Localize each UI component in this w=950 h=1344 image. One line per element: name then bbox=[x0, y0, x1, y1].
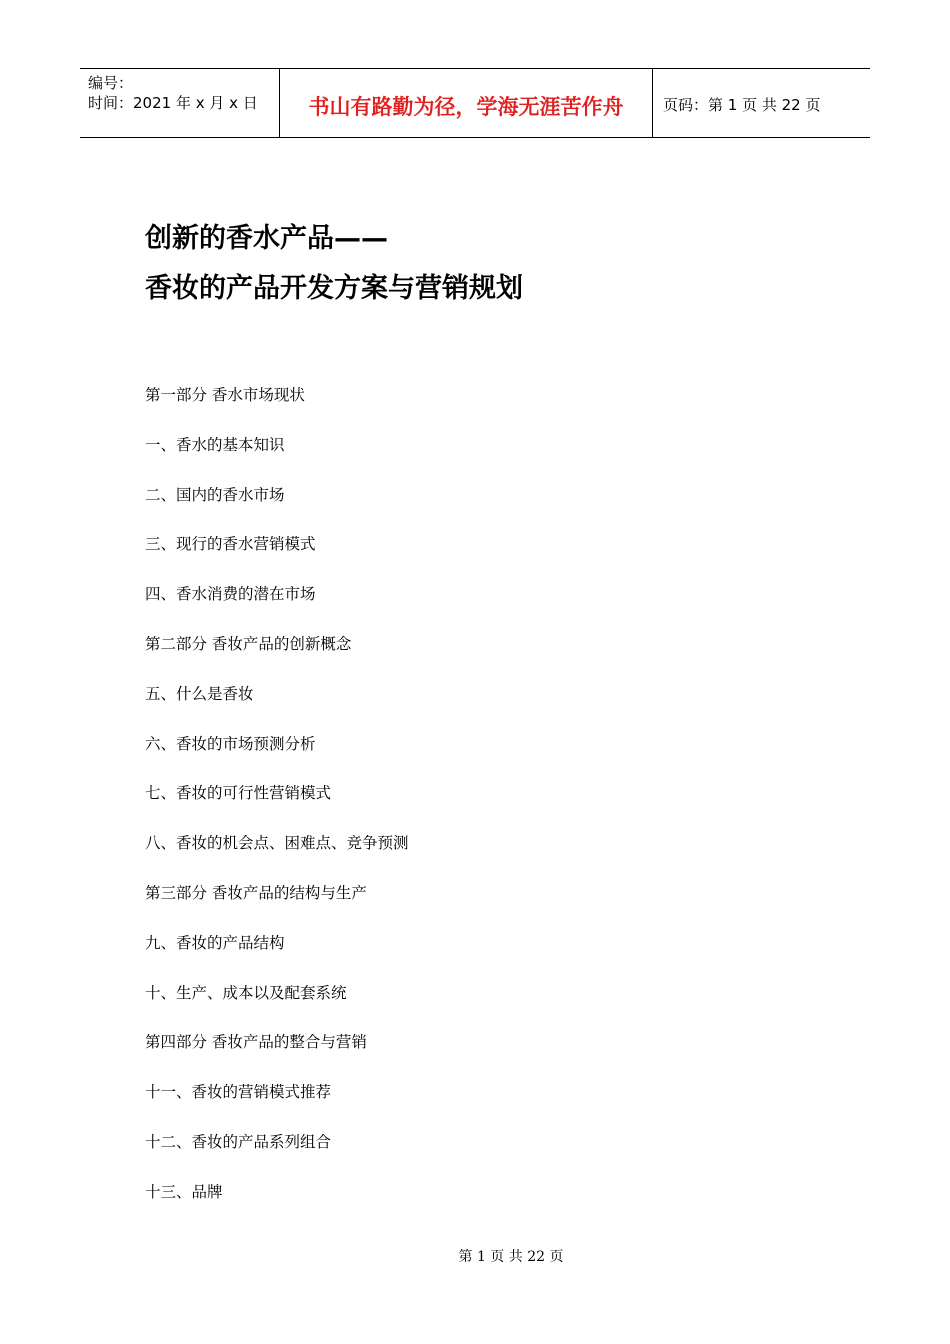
toc-item: 八、香妆的机会点、困难点、竞争预测 bbox=[145, 834, 409, 853]
title-line-2: 香妆的产品开发方案与营销规划 bbox=[145, 273, 523, 304]
toc-item: 十三、品牌 bbox=[145, 1182, 223, 1201]
toc-item: 五、什么是香妆 bbox=[145, 684, 254, 703]
toc-item: 第四部分 香妆产品的整合与营销 bbox=[145, 1033, 367, 1052]
toc-item: 一、香水的基本知识 bbox=[145, 435, 285, 454]
toc-item: 九、香妆的产品结构 bbox=[145, 933, 285, 952]
toc-item: 三、现行的香水营销模式 bbox=[145, 535, 316, 554]
header-motto: 书山有路勤为径，学海无涯苦作舟 bbox=[280, 69, 653, 137]
header-page-info: 页码：第 1 页 共 22 页 bbox=[663, 95, 821, 114]
toc-item: 第一部分 香水市场现状 bbox=[145, 386, 305, 404]
toc-item: 十二、香妆的产品系列组合 bbox=[145, 1132, 332, 1151]
header-date-label: 时间：2021 年 x 月 x 日 bbox=[88, 94, 258, 112]
toc-item: 第三部分 香妆产品的结构与生产 bbox=[145, 883, 367, 902]
toc-item: 七、香妆的可行性营销模式 bbox=[145, 784, 332, 803]
toc-item: 六、香妆的市场预测分析 bbox=[145, 734, 316, 753]
toc-item: 十、生产、成本以及配套系统 bbox=[145, 983, 347, 1002]
table-of-contents bbox=[145, 384, 409, 1231]
toc-item: 四、香水消费的潜在市场 bbox=[145, 585, 316, 604]
toc-item: 二、国内的香水市场 bbox=[145, 485, 285, 504]
document-header bbox=[80, 68, 870, 138]
title-line-1: 创新的香水产品—— bbox=[145, 223, 388, 254]
toc-item: 十一、香妆的营销模式推荐 bbox=[145, 1083, 332, 1102]
document-title bbox=[145, 214, 523, 314]
page-footer: 第 1 页 共 22 页 bbox=[458, 1249, 564, 1265]
header-meta bbox=[80, 69, 280, 137]
header-number-label: 编号： bbox=[88, 74, 134, 92]
toc-item: 第二部分 香妆产品的创新概念 bbox=[145, 634, 352, 653]
